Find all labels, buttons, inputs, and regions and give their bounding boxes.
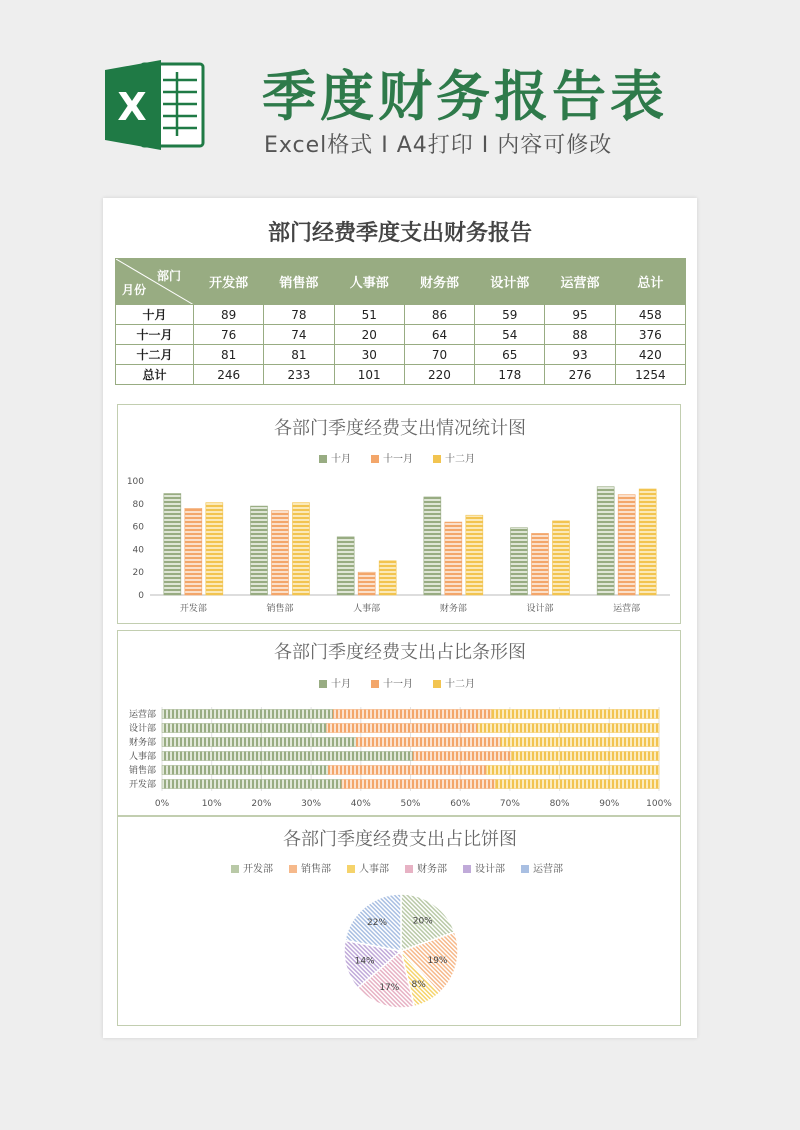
corner-month-label: 月份 (122, 283, 147, 297)
y-tick-label: 0 (138, 591, 144, 601)
bar-十月-人事部 (337, 537, 354, 595)
legend-label: 十二月 (445, 679, 475, 690)
x-tick-label: 设计部 (526, 604, 554, 614)
table-cell: 246 (194, 365, 264, 385)
legend-swatch (433, 680, 441, 688)
table-cell: 233 (264, 365, 334, 385)
y-tick-label: 财务部 (128, 738, 156, 748)
y-tick-label: 20 (132, 568, 144, 579)
x-tick-label: 财务部 (439, 604, 467, 614)
pie-chart (118, 817, 682, 1027)
legend-label: 十月 (331, 454, 351, 465)
table-cell: 86 (404, 305, 474, 325)
legend-label: 设计部 (475, 864, 505, 875)
stacked-bar-十一月-销售部 (328, 766, 486, 775)
column-header: 开发部 (194, 259, 264, 305)
legend-label: 开发部 (243, 864, 273, 875)
x-tick-label: 70% (499, 799, 520, 809)
legend-swatch (463, 865, 471, 873)
stacked-bar-十二月-销售部 (486, 766, 659, 775)
bar-十一月-人事部 (358, 572, 375, 595)
table-cell: 89 (194, 305, 264, 325)
bar-十二月-销售部 (293, 503, 310, 595)
pie-label: 14% (354, 956, 375, 967)
y-tick-label: 设计部 (128, 724, 156, 734)
table-cell: 376 (615, 325, 685, 345)
y-tick-label: 销售部 (128, 766, 156, 776)
x-tick-label: 0% (154, 799, 170, 809)
bar-十月-运营部 (597, 487, 614, 595)
stacked-bar-十二月-运营部 (492, 710, 659, 719)
table-cell: 74 (264, 325, 334, 345)
legend-label: 十一月 (383, 679, 413, 690)
bar-十二月-运营部 (639, 489, 656, 595)
legend-swatch (231, 865, 239, 873)
stacked-bar-十二月-财务部 (501, 738, 659, 747)
bar-十二月-财务部 (466, 515, 483, 595)
table-cell: 51 (334, 305, 404, 325)
table-row (116, 365, 686, 385)
x-tick-label: 50% (400, 799, 421, 809)
table-row (116, 305, 686, 325)
table-row (116, 345, 686, 365)
x-tick-label: 人事部 (353, 604, 381, 614)
pie-label: 17% (379, 982, 400, 993)
column-header: 运营部 (545, 259, 615, 305)
stacked-bar-十二月-设计部 (478, 724, 659, 733)
x-tick-label: 10% (201, 799, 222, 809)
chart-title: 各部门季度经费支出占比饼图 (283, 829, 517, 850)
bar-十二月-开发部 (206, 503, 223, 595)
stacked-bar-十月-运营部 (162, 710, 333, 719)
y-tick-label: 80 (132, 499, 144, 510)
row-label: 十二月 (116, 345, 194, 365)
table-cell: 220 (404, 365, 474, 385)
report-sheet (103, 198, 697, 1038)
corner-dept-label: 部门 (156, 269, 181, 283)
table-cell: 76 (194, 325, 264, 345)
stacked-bar-chart (118, 631, 682, 817)
legend-swatch (433, 455, 441, 463)
pie-label: 22% (367, 918, 388, 929)
excel-logo-icon (103, 58, 207, 152)
table-cell: 420 (615, 345, 685, 365)
table-cell: 95 (545, 305, 615, 325)
legend-swatch (319, 680, 327, 688)
stacked-bar-十一月-设计部 (327, 724, 478, 733)
table-cell: 54 (475, 325, 545, 345)
page-title: 季度财务报告表 (262, 65, 668, 128)
stacked-bar-十二月-开发部 (495, 780, 659, 789)
table-cell: 81 (264, 345, 334, 365)
y-tick-label: 人事部 (128, 752, 156, 762)
legend-swatch (405, 865, 413, 873)
table-cell: 70 (404, 345, 474, 365)
stacked-bar-十一月-人事部 (413, 752, 511, 761)
page-subtitle: Excel格式 I A4打印 I 内容可修改 (264, 133, 613, 158)
column-header: 财务部 (404, 259, 474, 305)
pie-label: 20% (412, 916, 433, 927)
x-tick-label: 30% (301, 799, 322, 809)
logo-letter: X (117, 85, 147, 129)
table-cell: 178 (475, 365, 545, 385)
table-cell: 64 (404, 325, 474, 345)
x-tick-label: 60% (450, 799, 471, 809)
column-header: 设计部 (475, 259, 545, 305)
table-cell: 81 (194, 345, 264, 365)
legend-label: 财务部 (417, 864, 447, 875)
table-cell: 59 (475, 305, 545, 325)
legend-swatch (319, 455, 327, 463)
x-tick-label: 80% (549, 799, 570, 809)
row-label: 总计 (116, 365, 194, 385)
bar-十一月-运营部 (618, 495, 635, 595)
stacked-bar-十月-开发部 (162, 780, 342, 789)
x-tick-label: 开发部 (179, 604, 207, 614)
y-tick-label: 60 (132, 522, 144, 533)
y-tick-label: 运营部 (128, 710, 156, 720)
stacked-bar-十一月-运营部 (333, 710, 491, 719)
table-cell: 1254 (615, 365, 685, 385)
legend-swatch (289, 865, 297, 873)
legend-label: 十月 (331, 679, 351, 690)
column-header: 人事部 (334, 259, 404, 305)
table-row (116, 325, 686, 345)
report-title: 部门经费季度支出财务报告 (267, 221, 532, 246)
table-cell: 458 (615, 305, 685, 325)
stacked-bar-chart-panel (117, 630, 681, 816)
y-tick-label: 100 (126, 477, 144, 487)
column-header: 销售部 (264, 259, 334, 305)
table-corner-cell (116, 259, 194, 305)
column-header: 总计 (615, 259, 685, 305)
y-tick-label: 40 (132, 545, 144, 556)
legend-swatch (371, 455, 379, 463)
table-header-row (116, 259, 686, 305)
pie-label: 19% (427, 956, 448, 967)
stacked-bar-十一月-财务部 (356, 738, 501, 747)
table-cell: 88 (545, 325, 615, 345)
table-cell: 93 (545, 345, 615, 365)
bar-十二月-设计部 (553, 521, 570, 595)
bar-十一月-销售部 (272, 511, 289, 595)
x-tick-label: 100% (646, 799, 672, 809)
legend-label: 销售部 (301, 864, 331, 875)
column-chart-panel (117, 404, 681, 624)
bar-十二月-人事部 (379, 561, 396, 595)
chart-title: 各部门季度经费支出占比条形图 (274, 642, 526, 663)
stacked-bar-十月-人事部 (162, 752, 413, 761)
table-cell: 30 (334, 345, 404, 365)
y-tick-label: 开发部 (128, 780, 156, 790)
bar-十月-开发部 (164, 494, 181, 595)
legend-label: 人事部 (359, 864, 389, 875)
stacked-bar-十月-设计部 (162, 724, 327, 733)
table-cell: 20 (334, 325, 404, 345)
legend-swatch (521, 865, 529, 873)
bar-十月-财务部 (424, 497, 441, 595)
legend-label: 运营部 (533, 864, 563, 875)
expense-table (115, 258, 686, 385)
chart-title: 各部门季度经费支出情况统计图 (274, 418, 526, 439)
bar-十一月-设计部 (532, 533, 549, 595)
legend-swatch (371, 680, 379, 688)
stacked-bar-十月-财务部 (162, 738, 356, 747)
column-chart (118, 405, 682, 625)
legend-swatch (347, 865, 355, 873)
table-cell: 276 (545, 365, 615, 385)
pie-chart-panel (117, 816, 681, 1026)
bar-十一月-开发部 (185, 508, 202, 595)
x-tick-label: 运营部 (613, 604, 641, 614)
table-cell: 78 (264, 305, 334, 325)
x-tick-label: 90% (599, 799, 620, 809)
bar-十一月-财务部 (445, 522, 462, 595)
stacked-bar-十二月-人事部 (511, 752, 659, 761)
stacked-bar-十一月-开发部 (342, 780, 496, 789)
pie-label: 8% (411, 980, 426, 991)
legend-label: 十一月 (383, 454, 413, 465)
table-cell: 101 (334, 365, 404, 385)
stacked-bar-十月-销售部 (162, 766, 328, 775)
x-tick-label: 40% (350, 799, 371, 809)
row-label: 十一月 (116, 325, 194, 345)
bar-十月-设计部 (511, 528, 528, 595)
x-tick-label: 20% (251, 799, 272, 809)
x-tick-label: 销售部 (266, 604, 294, 614)
legend-label: 十二月 (445, 454, 475, 465)
row-label: 十月 (116, 305, 194, 325)
table-cell: 65 (475, 345, 545, 365)
bar-十月-销售部 (251, 506, 268, 595)
